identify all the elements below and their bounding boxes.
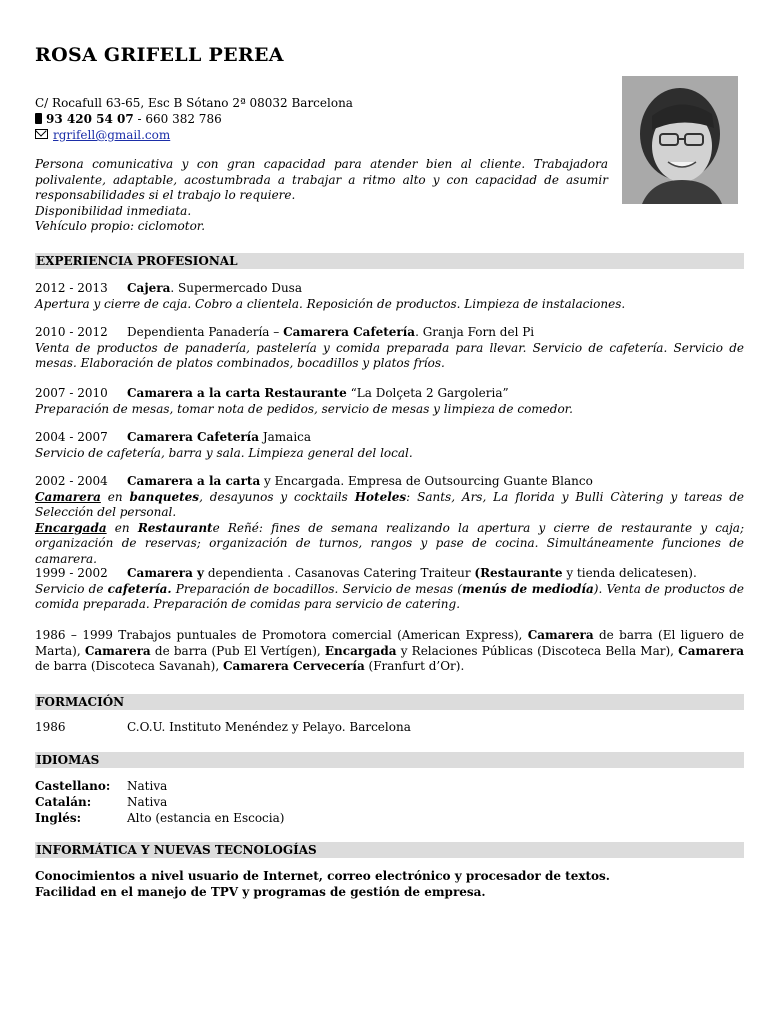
language-row — [35, 779, 167, 795]
desc-role: Encargada — [35, 520, 107, 535]
job-years: 2007 - 2010 — [35, 386, 108, 400]
envelope-icon — [35, 129, 48, 139]
profile-summary — [35, 157, 608, 235]
job-description: Preparación de mesas, tomar nota de pedidos, servicio de mesas y limpieza de comedor. — [35, 401, 573, 416]
summary-text: Persona comunicativa y con gran capacidad para atender bien al cliente. Trabajadora polivalente, adaptable, acostumbrada a trabajar a ritmo alto y con capacidad de asumir responsabilidades si el trabajo lo requiere. — [35, 157, 608, 202]
job-entry — [35, 281, 744, 312]
job-company: “La Dolçeta 2 Gargoleria” — [346, 386, 509, 400]
desc-text: ). Venta de productos de comida preparada. Preparación de comidas para servicio de catering. — [35, 581, 745, 611]
desc-text: de barra (Pub El Vertígen), — [150, 643, 325, 658]
desc-text: , desayunos y cocktails — [199, 489, 355, 504]
desc-role: Camarera — [35, 489, 101, 504]
email-link[interactable]: rgrifell@gmail.com — [53, 128, 171, 142]
phone-secondary: - 660 382 786 — [133, 112, 222, 126]
candidate-name: ROSA GRIFELL PEREA — [35, 44, 284, 66]
address-line: C/ Rocafull 63-65, Esc B Sótano 2ª 08032 Barcelona — [35, 96, 353, 110]
desc-bold: Camarera Cervecería — [222, 659, 365, 673]
job-entry — [35, 566, 744, 613]
job-years: 2002 - 2004 — [35, 474, 108, 488]
job-title: Camarera Cafetería — [127, 430, 259, 444]
desc-text: en — [100, 489, 130, 504]
education-text: C.O.U. Instituto Menéndez y Pelayo. Barcelona — [127, 720, 411, 734]
email-line — [35, 127, 595, 143]
job-entry — [35, 628, 744, 675]
it-line: Facilidad en el manejo de TPV y programas de gestión de empresa. — [35, 884, 486, 899]
education-entry — [35, 720, 411, 736]
desc-text: Preparación de bocadillos. Servicio de mesas ( — [171, 581, 463, 596]
language-row — [35, 811, 284, 827]
job-entry — [35, 474, 744, 567]
job-years: 2004 - 2007 — [35, 430, 108, 444]
desc-text: e Reñé: fines de semana realizando la apertura y cierre de restaurante y caja; organización de reservas; organización de turnos, rangos y pase de cocina. Simultáneamente funciones de camarera. — [35, 520, 744, 566]
phone-icon — [35, 113, 42, 124]
desc-bold: Camarera — [84, 643, 151, 658]
job-title: Camarera y — [127, 566, 205, 580]
desc-bold: menús de mediodía — [462, 581, 594, 596]
availability-text: Disponibilidad inmediata. — [35, 203, 192, 218]
desc-bold: Camarera — [527, 628, 594, 642]
language-level: Alto (estancia en Escocia) — [127, 811, 285, 825]
desc-text: de barra (El liguero de Marta), — [35, 628, 745, 658]
desc-text: : Sants, Ars, La florida y Bulli Càtering y tareas de Selección del personal. — [35, 489, 744, 519]
job-entry — [35, 325, 744, 372]
language-name: Catalán: — [35, 795, 92, 809]
desc-text: (Franfurt d’Or). — [364, 659, 465, 673]
job-prefix: Dependienta Panadería – — [127, 325, 284, 339]
job-description — [35, 582, 744, 613]
vehicle-text: Vehículo propio: ciclomotor. — [35, 219, 206, 233]
job-title: Camarera a la carta — [127, 474, 261, 488]
section-it-heading: INFORMÁTICA Y NUEVAS TECNOLOGÍAS — [35, 842, 744, 858]
language-level: Nativa — [127, 795, 168, 809]
job-title: Camarera a la carta Restaurante — [127, 386, 347, 400]
job-company: y Encargada. Empresa de Outsourcing Guante Blanco — [260, 474, 593, 488]
job-company: . Granja Forn del Pi — [415, 325, 535, 339]
job-entry — [35, 386, 744, 417]
contact-block — [35, 95, 595, 143]
section-languages-heading: IDIOMAS — [35, 752, 744, 768]
job-years: 1999 - 2002 — [35, 566, 108, 580]
job-title: (Restaurante — [474, 566, 563, 580]
it-skills — [35, 869, 610, 900]
job-entry — [35, 430, 744, 461]
job-description: Apertura y cierre de caja. Cobro a clientela. Reposición de productos. Limpieza de instalaciones. — [35, 296, 626, 311]
desc-text: Servicio de — [35, 581, 108, 596]
desc-bold: cafetería. — [107, 581, 172, 596]
language-row — [35, 795, 167, 811]
language-name: Inglés: — [35, 811, 82, 825]
desc-text: y Relaciones Públicas (Discoteca Bella Mar), — [396, 643, 679, 658]
job-description — [35, 628, 744, 675]
language-name: Castellano: — [35, 779, 111, 793]
section-education-heading: FORMACIÓN — [35, 694, 744, 710]
job-description: Venta de productos de panadería, pastelería y comida preparada para llevar. Servicio de cafetería. Servicio de mesas. Elaboración de platos combinados, bocadillos y platos fríos. — [35, 340, 744, 370]
desc-bold: Hoteles — [354, 489, 407, 504]
job-years: 2010 - 2012 — [35, 325, 108, 339]
desc-bold: Camarera — [678, 643, 745, 658]
desc-text: en — [106, 520, 138, 535]
desc-bold: Restaurant — [137, 520, 213, 535]
profile-photo — [622, 76, 738, 204]
phone-primary: 93 420 54 07 — [46, 112, 134, 126]
desc-bold: banquetes — [129, 489, 200, 504]
language-level: Nativa — [127, 779, 168, 793]
portrait-illustration — [622, 76, 738, 204]
job-title: Cajera — [127, 281, 171, 295]
job-company: dependienta . Casanovas Catering Traiteur — [204, 566, 475, 580]
job-years: 1986 – 1999 — [35, 628, 113, 642]
job-description — [35, 490, 744, 521]
desc-text: Trabajos puntuales de Promotora comercial (American Express), — [112, 628, 528, 642]
job-company: y tienda delicatesen). — [562, 566, 697, 580]
job-company: Jamaica — [259, 430, 312, 444]
desc-bold: Encargada — [324, 643, 397, 658]
job-years: 2012 - 2013 — [35, 281, 108, 295]
phone-line — [35, 111, 595, 127]
job-description: Servicio de cafetería, barra y sala. Limpieza general del local. — [35, 445, 413, 460]
job-company: . Supermercado Dusa — [170, 281, 302, 295]
section-experience-heading: EXPERIENCIA PROFESIONAL — [35, 253, 744, 269]
job-title: Camarera Cafetería — [283, 325, 416, 339]
job-description — [35, 521, 744, 568]
it-line: Conocimientos a nivel usuario de Internet, correo electrónico y procesador de textos. — [35, 869, 610, 883]
desc-text: de barra (Discoteca Savanah), — [35, 659, 223, 673]
education-year: 1986 — [35, 720, 66, 734]
